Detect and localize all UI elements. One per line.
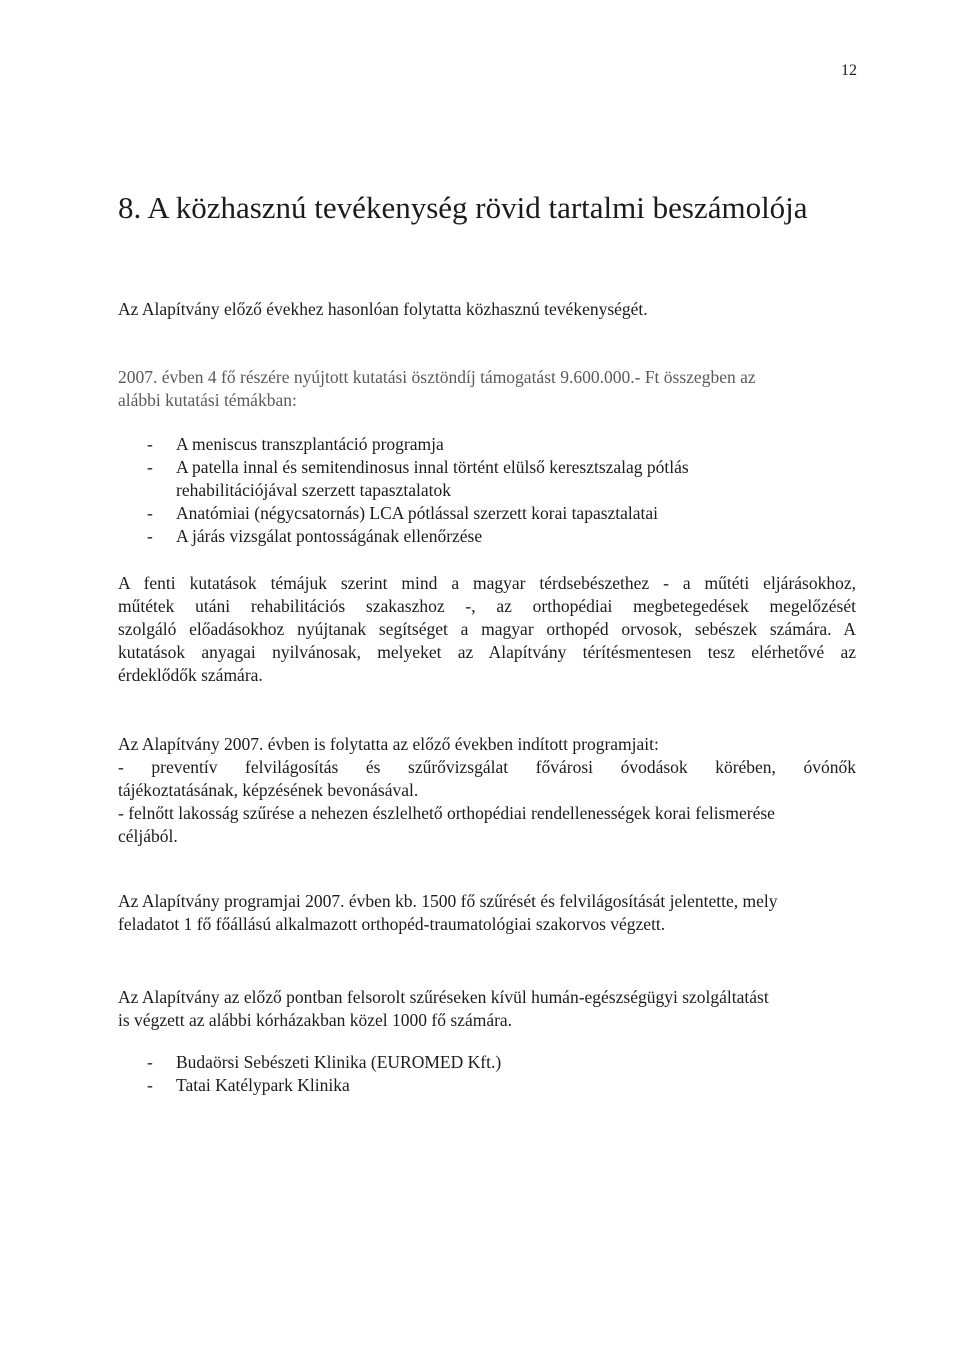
hospitals-intro-line: is végzett az alábbi kórházakban közel 1000 fő számára. — [118, 1010, 513, 1030]
research-line: kutatások anyagai nyilvánosak, melyeket az Alapítvány térítésmentesen tesz elérhetővé az — [118, 642, 856, 662]
hospitals-intro-line: Az Alapítvány az előző pontban felsorolt szűréseken kívül humán-egészségügyi szolgáltatást — [118, 987, 769, 1007]
list-dash: - — [147, 503, 153, 523]
intro-paragraph — [118, 298, 856, 321]
list-item — [147, 1074, 501, 1097]
topic-text: rehabilitációjával szerzett tapasztalatok — [176, 480, 451, 500]
list-item — [147, 525, 689, 548]
scholarship-paragraph — [118, 366, 856, 412]
list-item — [147, 456, 689, 502]
hospitals-intro-paragraph — [118, 986, 856, 1032]
hospitals-list — [147, 1051, 501, 1097]
summary-paragraph — [118, 890, 856, 936]
hospital-name: Budaörsi Sebészeti Klinika (EUROMED Kft.) — [176, 1052, 502, 1072]
list-dash: - — [147, 457, 153, 477]
summary-line: feladatot 1 fő főállású alkalmazott orthopéd-traumatológiai szakorvos végzett. — [118, 914, 666, 934]
programs-paragraph — [118, 733, 856, 848]
list-item — [147, 502, 689, 525]
program-item-2-line-2: céljából. — [118, 826, 178, 846]
research-line: érdeklődők számára. — [118, 665, 263, 685]
topic-text: A meniscus transzplantáció programja — [176, 434, 444, 454]
hospital-name: Tatai Katélypark Klinika — [176, 1075, 350, 1095]
scholarship-line-2: alábbi kutatási témákban: — [118, 390, 297, 410]
topic-text: A patella innal és semitendinosus innal történt elülső keresztszalag pótlás — [176, 457, 689, 477]
list-dash: - — [147, 1052, 153, 1072]
list-dash: - — [147, 434, 153, 454]
section-heading: 8. A közhasznú tevékenység rövid tartalmi beszámolója — [118, 190, 808, 225]
list-dash: - — [147, 526, 153, 546]
list-item — [147, 1051, 501, 1074]
research-line: szolgáló előadásokhoz nyújtanak segítséget a magyar orthopéd orvosok, sebészek számára. A — [118, 619, 856, 639]
topic-text: Anatómiai (négycsatornás) LCA pótlással szerzett korai tapasztalatai — [176, 503, 659, 523]
program-item-1-line-1: - preventív felvilágosítás és szűrővizsgálat fővárosi óvodások körében, óvónők — [118, 757, 856, 777]
summary-line: Az Alapítvány programjai 2007. évben kb. 1500 fő szűrését és felvilágosítását jelentette, mely — [118, 891, 778, 911]
list-dash: - — [147, 1075, 153, 1095]
page-number: 12 — [841, 62, 857, 79]
topic-text: A járás vizsgálat pontosságának ellenőrzése — [176, 526, 483, 546]
program-item-1-line-2: tájékoztatásának, képzésének bevonásával. — [118, 780, 419, 800]
programs-intro: Az Alapítvány 2007. évben is folytatta az előző években indított programjait: — [118, 734, 659, 754]
program-item-2-line-1: - felnőtt lakosság szűrése a nehezen észlelhető orthopédiai rendellenességek korai felismerése — [118, 803, 775, 823]
research-topics-list — [147, 433, 689, 548]
research-line: műtétek utáni rehabilitációs szakaszhoz -, az orthopédiai megbetegedések megelőzését — [118, 596, 856, 616]
intro-line: Az Alapítvány előző évekhez hasonlóan folytatta közhasznú tevékenységét. — [118, 299, 648, 319]
research-line: A fenti kutatások témájuk szerint mind a magyar térdsebészethez - a műtéti eljárásokhoz, — [118, 573, 856, 593]
list-item — [147, 433, 689, 456]
scholarship-line-1: 2007. évben 4 fő részére nyújtott kutatási ösztöndíj támogatást 9.600.000.- Ft összegben az — [118, 367, 756, 387]
research-paragraph — [118, 572, 856, 687]
